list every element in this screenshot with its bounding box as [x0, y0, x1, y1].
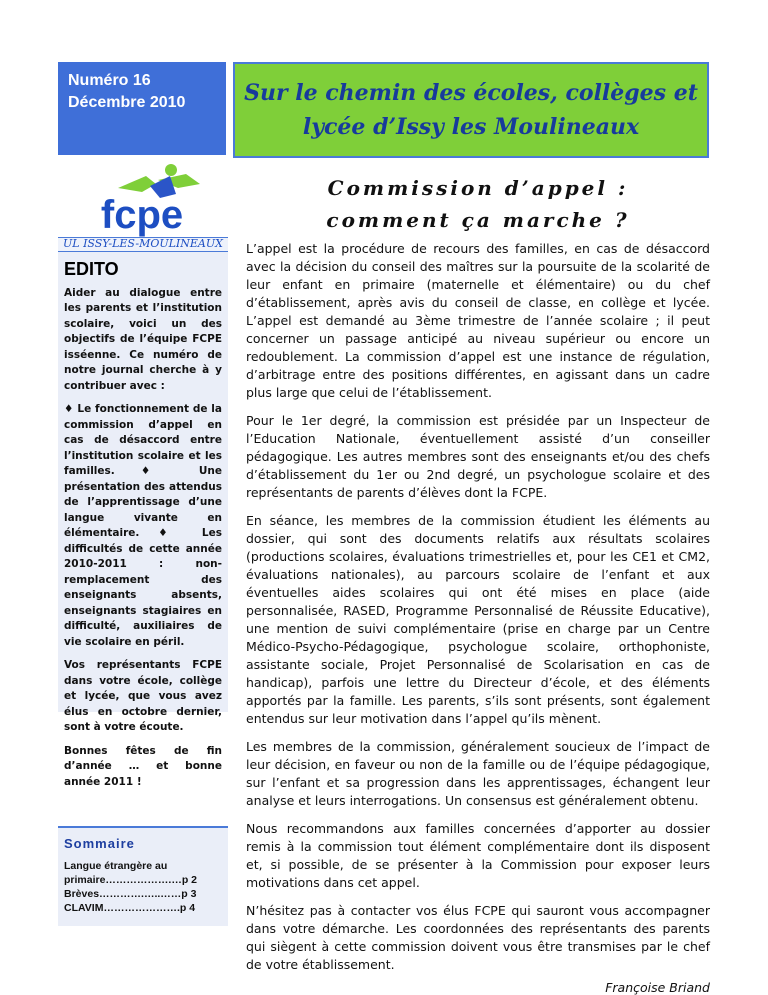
- article-title-line-2: comment ça marche ?: [326, 208, 630, 232]
- fcpe-logo: [58, 158, 226, 238]
- issue-box: [58, 62, 226, 155]
- issue-number: Numéro 16: [68, 72, 151, 89]
- article-title-line-1: Commission d’appel :: [327, 176, 629, 200]
- edito-paragraph-4: Bonnes fêtes de fin d’année … et bonne année 2011 !: [64, 744, 222, 788]
- article-paragraph-3: En séance, les membres de la commission étudient les éléments au dossier, qui sont des documents relatifs aux résultats scolaires (productions scolaires, évaluations trimestrielles et, pour les CE1 et CM2, évaluations nationales), au parcours scolaire de l’enfant et aux éventuelles aides scolaires qui ont été mises en place (aide personnalisée, RASED, Programme Personnalisé de Réussite Educative), une mention de suivi complémentaire (prise en charge par un Centre Médico-Psycho-Pédagogique, psychologue scolaire, orthophoniste, assistante sociale, Projet Personnalisé de Scolarisation en cas de handicap), parfois une lettre du Directeur d’école, et des éléments apportés par la famille. Les parents, s’ils sont présents, sont également entendus sur leur motivation dans l’appel qu’ils mènent.: [246, 513, 710, 726]
- article-paragraph-4: Les membres de la commission, généralement soucieux de l’impact de leur décision, en faveur ou non de la famille ou de l’équipe pédagogique, sur l’enfant et sa progression dans les apprentissages, échangent leur analyse et leurs interrogations. Un consensus est généralement obtenu.: [246, 739, 710, 808]
- table-of-contents: [58, 826, 228, 926]
- article-paragraph-2: Pour le 1er degré, la commission est présidée par un Inspecteur de l’Education Nationale, éventuellement assisté d’un conseiller pédagogique. Les autres membres sont des enseignants et/ou des chefs d’établissement du 1er ou 2nd degré, un psychologue scolaire et des représentants de parents d’élèves dont la FCPE.: [246, 413, 710, 500]
- logo-subtitle: UL ISSY-LES-MOULINEAUX: [58, 237, 228, 252]
- edito-paragraph-3: Vos représentants FCPE dans votre école, collège et lycée, que vous avez élus en octobre dernier, sont à votre écoute.: [64, 659, 222, 733]
- title-line-1: Sur le chemin des écoles, collèges et: [244, 80, 698, 106]
- edito-title: EDITO: [64, 259, 119, 279]
- article-title: [246, 172, 710, 236]
- article-author: Françoise Briand: [605, 980, 710, 995]
- toc-item-3[interactable]: Brèves………….…..……p 3: [64, 888, 197, 900]
- newsletter-title: [235, 64, 707, 144]
- issue-date: Décembre 2010: [68, 94, 186, 111]
- title-line-2: lycée d’Issy les Moulineaux: [302, 114, 640, 140]
- toc-item-1[interactable]: Langue étrangère au: [64, 860, 168, 872]
- article-paragraph-6: N’hésitez pas à contacter vos élus FCPE qui sauront vous accompagner dans votre démarche. Les coordonnées des représentants des parents qui siègent à cette commission doivent vous être transmises par le chef de votre établissement.: [246, 903, 710, 972]
- article-paragraph-5: Nous recommandons aux familles concernées d’apporter au dossier remis à la commission tout élément complémentaire dont ils disposent et, si possible, de se présenter à la Commission pour exposer leurs motivations dans cet appel.: [246, 821, 710, 890]
- edito-sidebar: [58, 252, 228, 788]
- logo-figure-left: [118, 176, 156, 192]
- logo-text: fcpe: [100, 193, 184, 237]
- main-article: [246, 160, 710, 995]
- edito-paragraph-1: Aider au dialogue entre les parents et l’institution scolaire, voici un des objectifs de l’équipe FCPE isséenne. Ce numéro de notre journal cherche à y contribuer avec :: [64, 286, 222, 392]
- edito-paragraph-2: ♦ Le fonctionnement de la commission d’appel en cas de désaccord entre l’institution scolaire et les familles. ♦ Une présentation des attendus de l’apprentissage d’une langue vivante en élémentaire. ♦ Les difficultés de cette année 2010-2011 : non-remplacement des enseignants absents, enseignants stagiaires en difficulté, auxiliaires de vie scolaire en péril.: [64, 403, 222, 648]
- article-paragraph-1: L’appel est la procédure de recours des familles, en cas de désaccord avec la décision du conseil des maîtres sur la poursuite de la scolarité de leur enfant en primaire (maternelle et élémentaire) ou du chef d’établissement, après avis du conseil de classe, en collège et lycée. L’appel est demandé au 3ème trimestre de l’année scolaire ; il peut concerner un passage anticipé au niveau supérieur ou encore un redoublement. La commission d’appel est une instance de régulation, d’arbitrage entre des positions différentes, en agissant dans un cadre plus large que celui de l’établissement.: [246, 241, 710, 400]
- title-banner: [233, 62, 709, 158]
- sommaire-title: Sommaire: [64, 836, 135, 851]
- toc-item-2[interactable]: primaire……………….…p 2: [64, 874, 198, 886]
- logo-figure-head: [165, 164, 177, 176]
- toc-item-4[interactable]: CLAVIM………………….p 4: [64, 902, 196, 914]
